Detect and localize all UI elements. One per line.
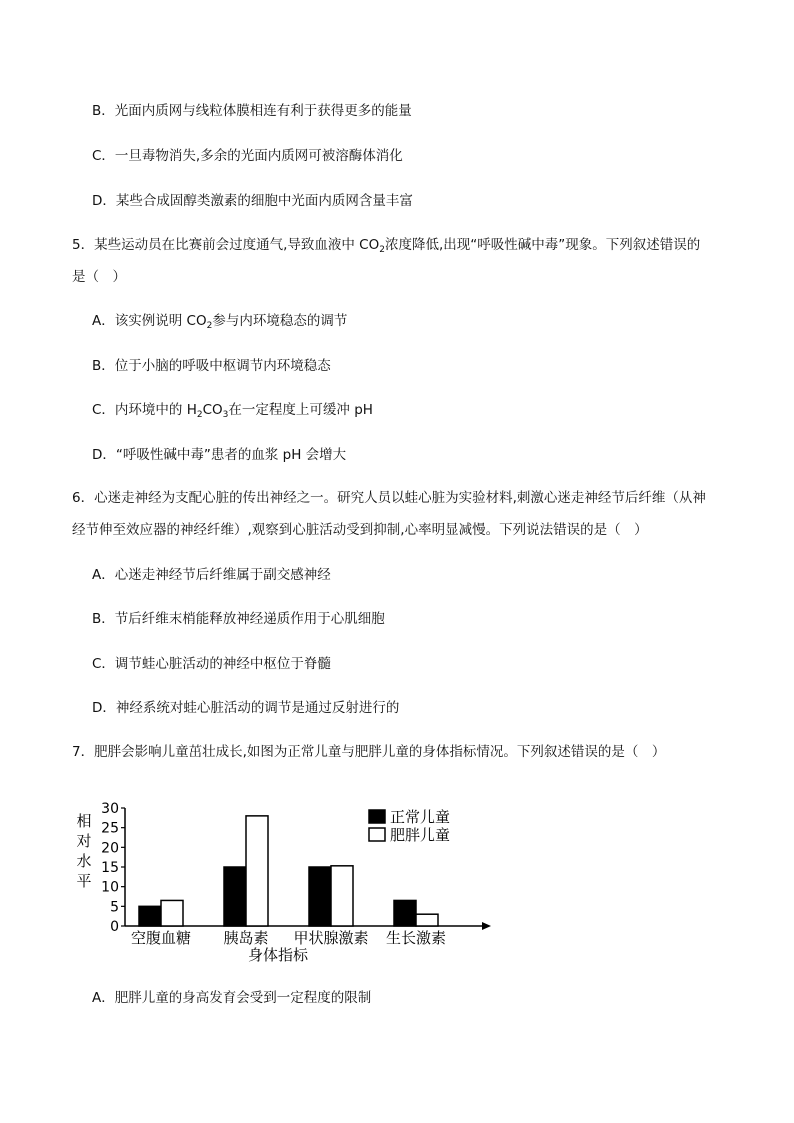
q6-stem-line2: 经节伸至效应器的神经纤维）,观察到心脏活动受到抑制,心率明显减慢。下列说法错误的是（ ）	[72, 522, 648, 538]
q5-option-d: D．“呼吸性碱中毒”患者的血浆 pH 会增大	[92, 447, 347, 463]
legend-label: 肥胖儿童	[390, 826, 451, 844]
q6-option-a: A．心迷走神经节后纤维属于副交感神经	[92, 567, 331, 583]
y-tick-label: 25	[101, 820, 119, 837]
legend	[369, 808, 450, 844]
y-axis-label-char: 平	[76, 872, 92, 890]
q4-option-d: D．某些合成固醇类激素的细胞中光面内质网含量丰富	[92, 193, 413, 209]
q5-stem-line2: 是（ ）	[72, 269, 126, 285]
y-axis-label	[76, 812, 91, 890]
bar	[416, 914, 438, 926]
x-category-label: 生长激素	[385, 929, 447, 947]
x-category-label: 胰岛素	[223, 929, 269, 947]
bar	[161, 900, 183, 926]
x-category-label: 甲状腺激素	[293, 929, 369, 947]
legend-label: 正常儿童	[390, 808, 451, 826]
y-tick-label: 0	[110, 919, 119, 935]
y-ticks	[101, 801, 125, 935]
q6-option-c: C．调节蛙心脏活动的神经中枢位于脊髓	[92, 656, 331, 672]
bar	[246, 816, 268, 926]
bar	[394, 900, 416, 926]
bar-chart	[64, 788, 494, 968]
q5-option-c: C．内环境中的 $H_2CO_3$在一定程度上可缓冲 pH	[92, 402, 373, 420]
q5-stem-line1: 5．某些运动员在比赛前会过度通气,导致血液中 $CO_2$浓度降低,出现“呼吸性碱中毒”现象。下列叙述错误的	[72, 237, 701, 255]
q5-option-b: B．位于小脑的呼吸中枢调节内环境稳态	[92, 358, 331, 374]
q6-option-d: D．神经系统对蛙心脏活动的调节是通过反射进行的	[92, 700, 400, 716]
y-axis-label-char: 水	[76, 852, 92, 870]
x-category-labels	[131, 929, 446, 947]
y-tick-label: 10	[101, 879, 119, 896]
q6-option-b: B．节后纤维末梢能释放神经递质作用于心肌细胞	[92, 611, 385, 627]
bar	[139, 906, 161, 926]
q5-option-a: A．该实例说明 $CO_2$参与内环境稳态的调节	[92, 313, 348, 331]
y-tick-label: 15	[101, 860, 119, 876]
bar	[331, 866, 353, 926]
q7-option-a: A．肥胖儿童的身高发育会受到一定程度的限制	[92, 990, 372, 1006]
bar	[309, 867, 331, 926]
q6-stem-line1: 6．心迷走神经为支配心脏的传出神经之一。研究人员以蛙心脏为实验材料,刺激心迷走神经节后纤维（从神	[72, 490, 706, 506]
q7-stem: 7．肥胖会影响儿童茁壮成长,如图为正常儿童与肥胖儿童的身体指标情况。下列叙述错误的是（ ）	[72, 744, 666, 760]
y-tick-label: 20	[101, 840, 119, 857]
legend-swatch	[369, 828, 385, 841]
x-axis-arrow	[482, 922, 491, 930]
y-tick-label: 5	[110, 899, 119, 916]
q4-option-c: C．一旦毒物消失,多余的光面内质网可被溶酶体消化	[92, 148, 403, 164]
legend-swatch	[369, 810, 385, 823]
x-axis-label: 身体指标	[247, 946, 309, 964]
q4-option-b: B．光面内质网与线粒体膜相连有利于获得更多的能量	[92, 103, 412, 119]
x-category-label: 空腹血糖	[130, 929, 192, 947]
bar	[224, 867, 246, 926]
y-tick-label: 30	[101, 801, 119, 817]
y-axis-label-char: 对	[76, 832, 92, 850]
y-axis-label-char: 相	[76, 812, 92, 830]
